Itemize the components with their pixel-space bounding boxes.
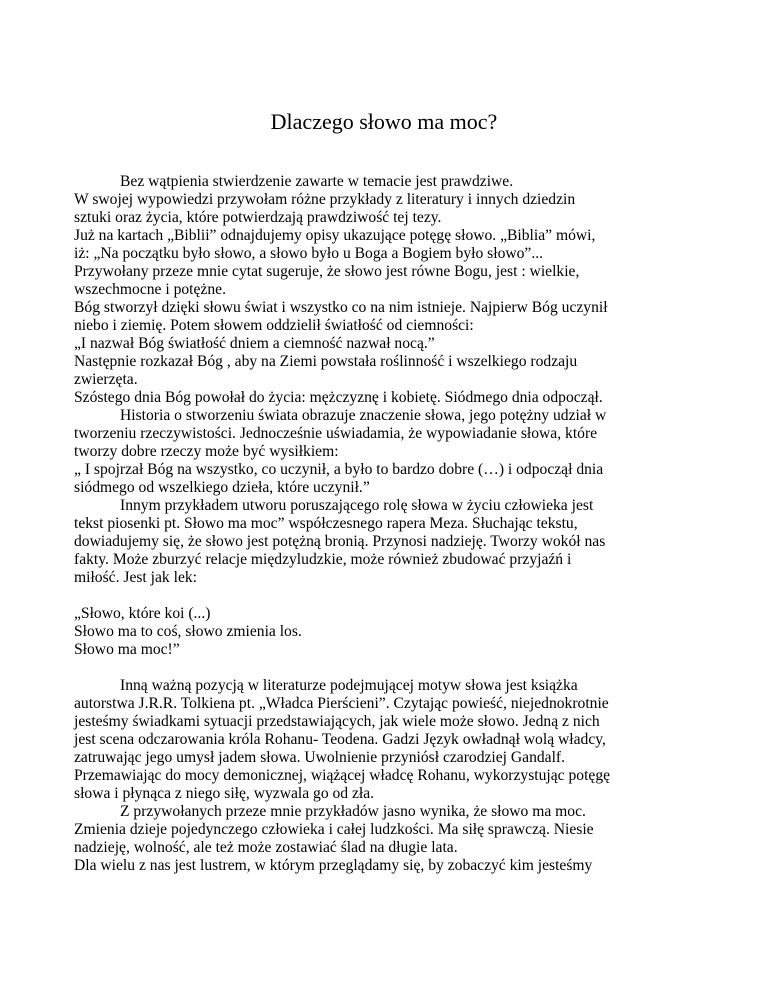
text-line: Szóstego dnia Bóg powołał do życia: mężczyznę i kobietę. Siódmego dnia odpoczął. [74,389,603,406]
text-line: Zmienia dzieje pojedynczego człowieka i całej ludzkości. Ma siłę sprawczą. Niesie [74,821,594,838]
text-line: niebo i ziemię. Potem słowem oddzielił światłość od ciemności: [74,317,474,334]
page-title: Dlaczego słowo ma moc? [270,109,498,134]
text-line: tworzeniu rzeczywistości. Jednocześnie uświadamia, że wypowiadanie słowa, które [74,425,598,442]
text-line: tworzy dobre rzeczy może być wysiłkiem: [74,443,339,460]
text-line: Inną ważną pozycją w literaturze podejmującej motyw słowa jest książka [120,677,578,694]
quote-line: Słowo ma moc!” [74,641,180,658]
text-line: siódmego od wszelkiego dzieła, które uczynił.” [74,479,370,496]
text-line: Przywołany przeze mnie cytat sugeruje, że słowo jest równe Bogu, jest : wielkie, [74,263,580,280]
text-line: tekst piosenki pt. Słowo ma moc” współczesnego rapera Meza. Słuchając tekstu, [74,515,578,532]
text-line: fakty. Może zburzyć relacje międzyludzkie, może również zbudować przyjaźń i [74,551,572,568]
text-line: Z przywołanych przeze mnie przykładów jasno wynika, że słowo ma moc. [120,803,586,820]
quote-line: Słowo ma to coś, słowo zmienia los. [74,623,302,640]
text-line: Innym przykładem utworu poruszającego rolę słowa w życiu człowieka jest [120,497,594,514]
text-line: słowa i płynąca z niego siłę, wyzwala go od zła. [74,785,375,802]
text-line: Dla wielu z nas jest lustrem, w którym przeglądamy się, by zobaczyć kim jesteśmy [74,857,593,874]
text-line: jest scena odczarowania króla Rohanu- Teodena. Gadzi Język owładnął wolą władcy, [74,731,606,748]
text-line: Bóg stworzył dzięki słowu świat i wszystko co na nim istnieje. Najpierw Bóg uczynił [74,299,608,316]
text-line: zatruwając jego umysł jadem słowa. Uwolnienie przyniósł czarodziej Gandalf. [74,749,566,766]
text-line: Przemawiając do mocy demonicznej, wiążącej władcę Rohanu, wykorzystując potęgę [74,767,611,784]
text-line: Już na kartach „Biblii” odnajdujemy opisy ukazujące potęgę słowo. „Biblia” mówi, [74,227,596,244]
text-line: iż: „Na początku było słowo, a słowo było u Boga a Bogiem było słowo”... [74,245,544,262]
text-line: jesteśmy świadkami sytuacji przedstawiających, jak wiele może słowo. Jedną z nich [74,713,600,730]
text-line: Następnie rozkazał Bóg , aby na Ziemi powstała roślinność i wszelkiego rodzaju [74,353,578,370]
text-line: miłość. Jest jak lek: [74,569,197,586]
text-line: Bez wątpienia stwierdzenie zawarte w temacie jest prawdziwe. [120,173,514,190]
text-line: sztuki oraz życia, które potwierdzają prawdziwość tej tezy. [74,209,442,226]
text-line: „ I spojrzał Bóg na wszystko, co uczynił, a było to bardzo dobre (…) i odpoczął dnia [74,461,604,478]
text-line: nadzieję, wolność, ale też może zostawiać ślad na długie lata. [74,839,458,856]
text-line: „I nazwał Bóg światłość dniem a ciemność nazwał nocą.” [74,335,435,352]
text-line: zwierzęta. [74,371,138,388]
text-line: autorstwa J.R.R. Tolkiena pt. „Władca Pierścieni”. Czytając powieść, niejednokrotnie [74,695,609,712]
text-line: wszechmocne i potężne. [74,281,226,298]
quote-line: „Słowo, które koi (...) [74,605,211,622]
text-line: Historia o stworzeniu świata obrazuje znaczenie słowa, jego potężny udział w [120,407,607,424]
text-line: dowiadujemy się, że słowo jest potężną bronią. Przynosi nadzieję. Tworzy wokół nas [74,533,606,550]
text-line: W swojej wypowiedzi przywołam różne przykłady z literatury i innych dziedzin [74,191,576,208]
